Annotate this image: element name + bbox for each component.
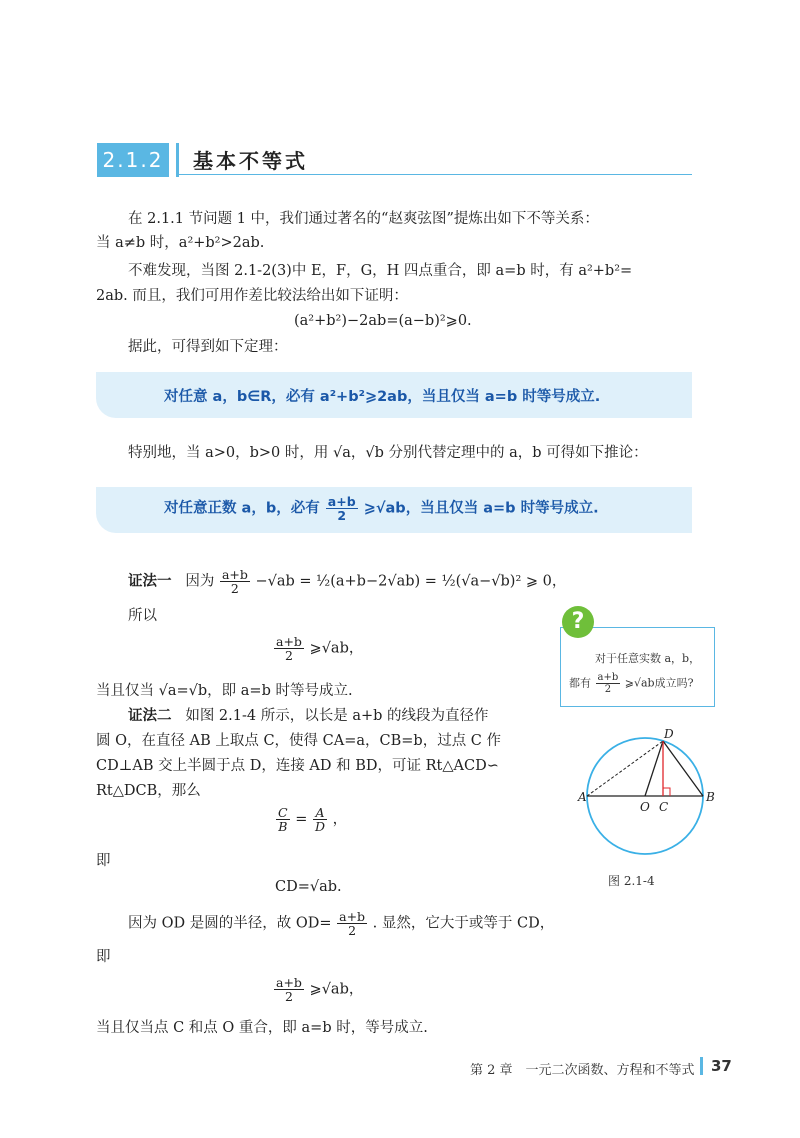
- theorem-2-after: ⩾√ab，当且仅当 a=b 时等号成立.: [363, 500, 599, 517]
- proof-1-so: 所以: [128, 608, 157, 624]
- proof-1-result-num: a+b: [276, 634, 302, 649]
- intro-line-1: 在 2.1.1 节问题 1 中，我们通过著名的“赵爽弦图”提炼出如下不等关系：: [128, 211, 599, 227]
- proof-2-l5-num: a+b: [339, 909, 366, 924]
- proof-2-l5-before: 因为 OD 是圆的半径，故 OD=: [128, 915, 332, 932]
- special-case-line: 特别地，当 a>0，b>0 时，用 √a，√b 分别代替定理中的 a，b 可得如下推论：: [128, 445, 648, 461]
- proof-1-fraction: [220, 568, 250, 595]
- ratio-after: ，: [332, 811, 348, 828]
- proof-2-l1: 如图 2.1-4 所示，以长是 a+b 的线段为直径作: [185, 708, 489, 724]
- question-fraction: [596, 672, 621, 695]
- intro-line-5: 据此，可得到如下定理：: [128, 339, 288, 355]
- proof-1-result-fraction: [274, 635, 304, 662]
- theorem-2-fraction: [326, 495, 358, 522]
- ratio-right-num: A: [313, 806, 327, 820]
- figure-right-angle-mark: [663, 788, 670, 796]
- ratio-left: [276, 806, 290, 833]
- question-line-2-after: ⩾√ab成立吗?: [624, 676, 694, 690]
- figure-label-a: A: [578, 790, 587, 804]
- figure-label-d: D: [664, 727, 674, 741]
- footer-divider: [700, 1057, 703, 1075]
- question-line-1: 对于任意实数 a，b，: [595, 652, 701, 665]
- proof-2-line-5: [128, 910, 554, 937]
- proof-2-label: 证法二: [128, 707, 172, 724]
- theorem-2-frac-den: 2: [337, 508, 347, 523]
- proof-2-line-3: CD⊥AB 交上半圆于点 D，连接 AD 和 BD，可证 Rt△ACD∽: [96, 758, 499, 774]
- figure-segment-od: [645, 741, 663, 796]
- section-rule: [176, 174, 692, 175]
- ratio-right-den: D: [314, 819, 325, 834]
- ratio-equals: =: [295, 811, 308, 828]
- theorem-box-2: [96, 487, 692, 533]
- theorem-box-1: [96, 372, 692, 418]
- proof-2-line-2: 圆 O，在直径 AB 上取点 C，使得 CA=a，CB=b，过点 C 作: [96, 733, 502, 749]
- intro-line-3: 不难发现，当图 2.1-2(3)中 E，F，G，H 四点重合，即 a=b 时，有 a²+b²=: [128, 263, 633, 279]
- proof-2-cd-eq: CD=√ab.: [275, 879, 342, 895]
- proof-2-result-after: ⩾√ab，: [309, 981, 364, 998]
- ratio-left-num: C: [278, 805, 288, 820]
- proof-1-label: 证法一: [128, 572, 172, 590]
- proof-2-tail: 当且仅当点 C 和点 O 重合，即 a=b 时，等号成立.: [96, 1020, 428, 1036]
- proof-2-l5-den: 2: [348, 923, 357, 938]
- question-box: [560, 627, 715, 707]
- intro-line-2: 当 a≠b 时，a²+b²>2ab.: [96, 235, 265, 251]
- proof-2-ji-2: 即: [96, 949, 111, 965]
- proof-1-frac-num: a+b: [221, 567, 248, 582]
- proof-2-l5-fraction: [337, 910, 367, 937]
- proof-2-l5-after: . 显然，它大于或等于 CD，: [372, 915, 555, 932]
- ratio-right: [313, 806, 327, 833]
- proof-2-result: [273, 976, 363, 1003]
- proof-1-because: 因为: [185, 573, 215, 590]
- footer-chapter: 第 2 章 一元二次函数、方程和不等式: [470, 1063, 695, 1078]
- proof-1-result-after: ⩾√ab，: [309, 640, 364, 657]
- proof-2-result-num: a+b: [276, 975, 302, 990]
- section-title: 基本不等式: [193, 149, 308, 173]
- proof-1-expression: −√ab = ½(a+b−2√ab) = ½(√a−√b)² ⩾ 0，: [255, 573, 567, 590]
- page-number: 37: [711, 1057, 732, 1075]
- figure-label-b: B: [706, 790, 715, 804]
- question-mark-icon: ?: [562, 606, 594, 638]
- intro-line-4: 2ab. 而且，我们可用作差比较法给出如下证明：: [96, 288, 408, 304]
- question-line-2: [569, 672, 693, 695]
- ratio-left-den: B: [278, 819, 288, 834]
- proof-2-line-1: [128, 705, 489, 727]
- question-frac-den: 2: [604, 684, 612, 695]
- section-number: 2.1.2: [97, 143, 169, 177]
- figure-label-c: C: [659, 800, 669, 814]
- proof-1-line: [128, 568, 566, 595]
- formula-difference: (a²+b²)−2ab=(a−b)²⩾0.: [294, 313, 472, 329]
- proof-2-result-den: 2: [284, 989, 293, 1004]
- proof-2-ratio: [275, 806, 347, 833]
- theorem-2-text: [164, 495, 599, 522]
- theorem-2-before: 对任意正数 a，b，必有: [164, 500, 320, 517]
- question-frac-num: a+b: [597, 672, 619, 683]
- section-divider: [176, 143, 179, 177]
- figure-caption: 图 2.1-4: [608, 874, 655, 888]
- figure-segment-ad: [587, 741, 663, 796]
- proof-2-result-fraction: [274, 976, 304, 1003]
- proof-2-ji: 即: [96, 853, 111, 869]
- proof-1-result-den: 2: [284, 648, 293, 663]
- proof-1-result: [273, 635, 363, 662]
- theorem-2-frac-num: a+b: [327, 494, 356, 509]
- theorem-1-text: 对任意 a，b∈R，必有 a²+b²⩾2ab，当且仅当 a=b 时等号成立.: [164, 389, 601, 405]
- figure-label-o: O: [640, 800, 650, 814]
- question-line-2-before: 都有: [569, 676, 591, 690]
- figure-circle-diagram: [570, 720, 720, 870]
- proof-2-line-4: Rt△DCB，那么: [96, 783, 201, 799]
- proof-1-frac-den: 2: [230, 581, 239, 596]
- proof-1-tail: 当且仅当 √a=√b，即 a=b 时等号成立.: [96, 683, 353, 699]
